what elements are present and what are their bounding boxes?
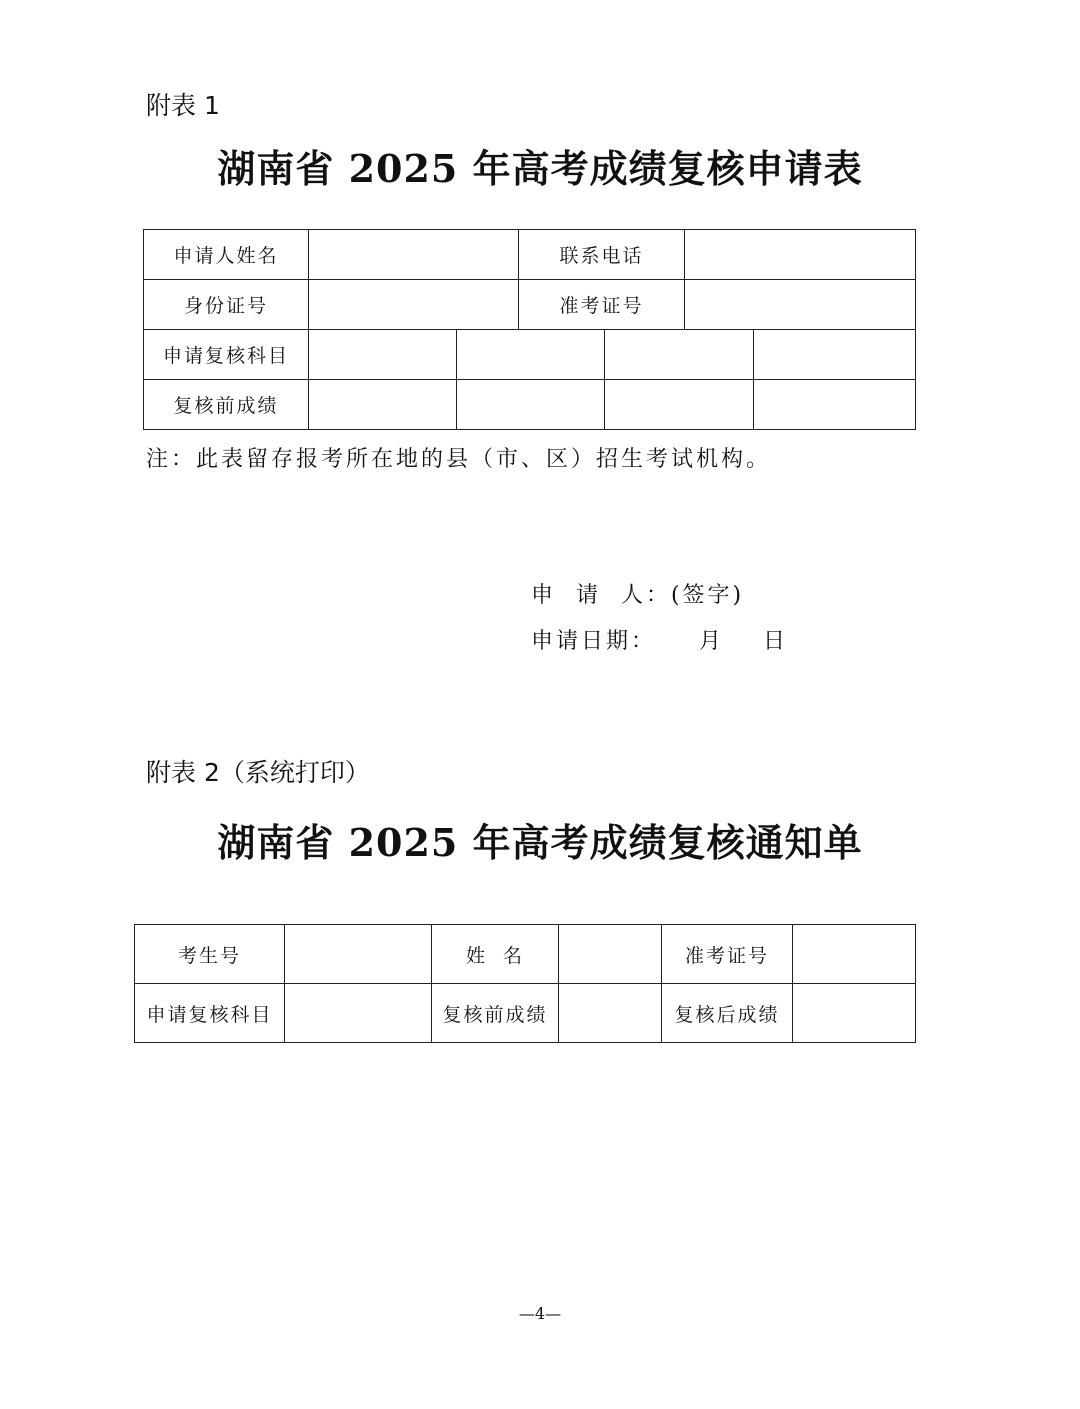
applicant-name-field[interactable] [309,230,519,280]
score-before-field-4[interactable] [754,380,916,430]
name-field[interactable] [559,925,662,984]
table-row [135,925,916,984]
table-row [144,230,916,280]
notice-form-table [134,924,916,1043]
table-row [144,280,916,330]
score-before-field[interactable] [559,984,662,1043]
review-subject-field-2[interactable] [457,330,605,380]
review-subject-field-1[interactable] [309,330,457,380]
score-before-label: 复核前成绩 [432,984,559,1043]
review-subject-label: 申请复核科目 [135,984,285,1043]
score-before-field-3[interactable] [605,380,754,430]
score-after-field[interactable] [793,984,916,1043]
name-label: 姓 名 [432,925,559,984]
candidate-number-field[interactable] [285,925,432,984]
candidate-number-label: 考生号 [135,925,285,984]
page-number: —4— [518,1304,562,1323]
table-row [144,330,916,380]
applicant-signature-label: 申 请 人：(签字) [531,583,745,608]
date-day-label: 日 [763,629,789,654]
applicant-name-label: 申请人姓名 [144,230,309,280]
exam-number-label: 准考证号 [662,925,793,984]
phone-field[interactable] [685,230,916,280]
exam-number-label: 准考证号 [519,280,685,330]
application-date-label: 申请日期： [531,629,657,654]
form-note: 注：此表留存报考所在地的县（市、区）招生考试机构。 [146,447,772,472]
table-row [144,380,916,430]
application-form-table [143,229,916,430]
phone-label: 联系电话 [519,230,685,280]
id-number-field[interactable] [309,280,519,330]
review-subject-field-3[interactable] [605,330,754,380]
id-number-label: 身份证号 [144,280,309,330]
review-subject-label: 申请复核科目 [144,330,309,380]
score-after-label: 复核后成绩 [662,984,793,1043]
exam-number-field[interactable] [685,280,916,330]
table-row [135,984,916,1043]
attachment-2-label: 附表 2（系统打印） [146,758,370,787]
attachment-1-label: 附表 1 [146,91,220,120]
exam-number-field[interactable] [793,925,916,984]
score-before-label: 复核前成绩 [144,380,309,430]
application-form-title: 湖南省 2025 年高考成绩复核申请表 [217,146,863,191]
score-before-field-2[interactable] [457,380,605,430]
score-before-field-1[interactable] [309,380,457,430]
review-subject-field-4[interactable] [754,330,916,380]
review-subject-field[interactable] [285,984,432,1043]
date-month-label: 月 [699,629,725,654]
notice-form-title: 湖南省 2025 年高考成绩复核通知单 [217,820,863,865]
